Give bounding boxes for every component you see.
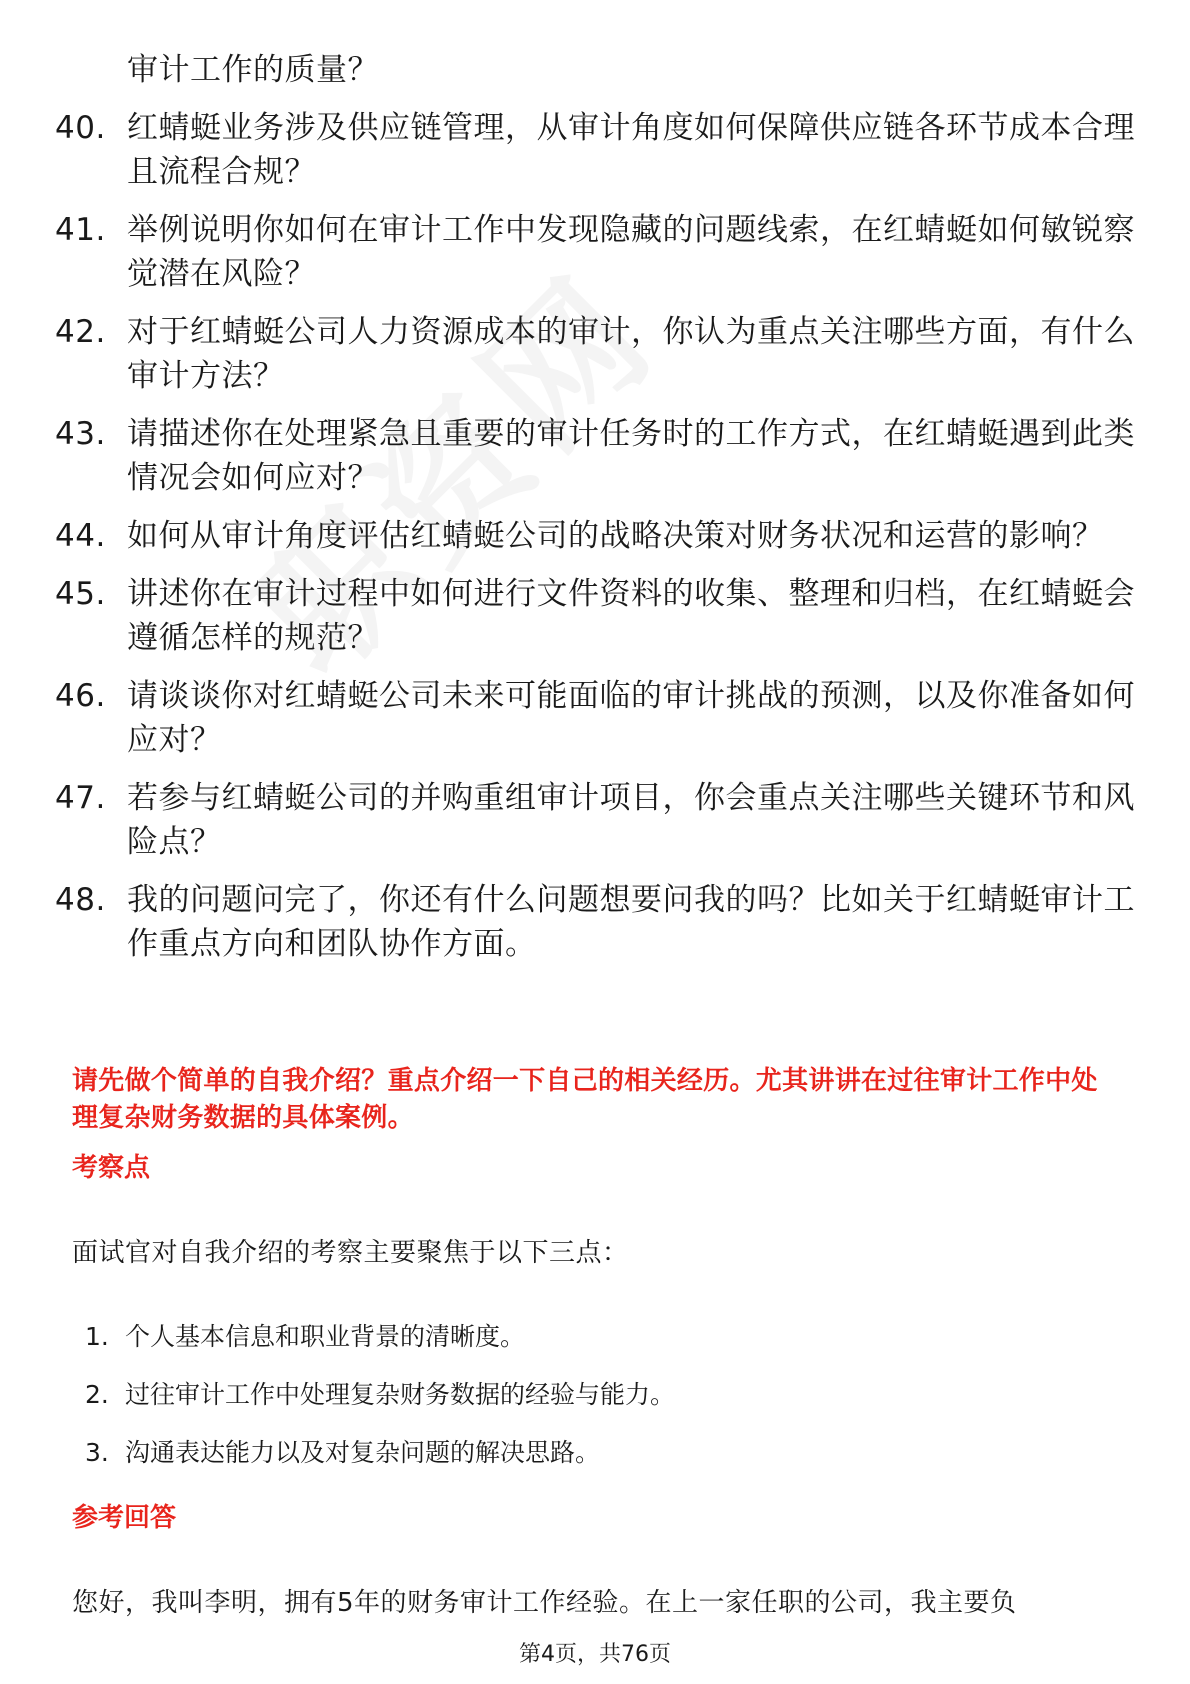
question-text: 若参与红蜻蜓公司的并购重组审计项目，你会重点关注哪些关键环节和风险点？: [127, 780, 1135, 860]
question-text: 红蜻蜓业务涉及供应链管理，从审计角度如何保障供应链各环节成本合理且流程合规？: [127, 110, 1135, 190]
question-number: 43.: [55, 416, 106, 452]
question-text: 对于红蜻蜓公司人力资源成本的审计，你认为重点关注哪些方面，有什么审计方法？: [127, 314, 1135, 394]
question-text: 讲述你在审计过程中如何进行文件资料的收集、整理和归档，在红蜻蜓会遵循怎样的规范？: [127, 576, 1135, 656]
question-continuation: 审计工作的质量？: [127, 52, 379, 88]
point-text: 个人基本信息和职业背景的清晰度。: [125, 1322, 526, 1351]
focus-points-list: [85, 1319, 675, 1493]
main-question: 请先做个简单的自我介绍？重点介绍一下自己的相关经历。尤其讲讲在过往审计工作中处理复杂财务数据的具体案例。: [72, 1066, 1098, 1133]
question-number: 47.: [55, 780, 106, 816]
question-item: [55, 310, 1135, 398]
question-item: [55, 878, 1135, 966]
intro-text: 面试官对自我介绍的考察主要聚焦于以下三点：: [72, 1238, 629, 1268]
question-item: [55, 572, 1135, 660]
section-heading-answer: 参考回答: [72, 1503, 177, 1533]
question-item: [55, 412, 1135, 500]
point-number: 2.: [85, 1380, 109, 1409]
question-number: 48.: [55, 882, 106, 918]
focus-point: [85, 1435, 675, 1471]
question-number: 42.: [55, 314, 106, 350]
question-number: 44.: [55, 518, 106, 554]
question-number: 40.: [55, 110, 106, 146]
question-number: 45.: [55, 576, 106, 612]
question-list: [55, 48, 1135, 980]
point-text: 沟通表达能力以及对复杂问题的解决思路。: [125, 1438, 601, 1467]
section-heading-focus: 考察点: [72, 1153, 151, 1183]
point-number: 1.: [85, 1322, 109, 1351]
focus-point: [85, 1377, 675, 1413]
question-item: [55, 208, 1135, 296]
question-item: [55, 106, 1135, 194]
question-text: 请谈谈你对红蜻蜓公司未来可能面临的审计挑战的预测，以及你准备如何应对？: [127, 678, 1135, 758]
question-number: 46.: [55, 678, 106, 714]
page-footer: 第4页，共76页: [519, 1642, 671, 1667]
question-text: 如何从审计角度评估红蜻蜓公司的战略决策对财务状况和运营的影响？: [127, 518, 1104, 554]
question-text: 请描述你在处理紧急且重要的审计任务时的工作方式，在红蜻蜓遇到此类情况会如何应对？: [127, 416, 1135, 496]
question-text: 我的问题问完了，你还有什么问题想要问我的吗？比如关于红蜻蜓审计工作重点方向和团队协作方面。: [127, 882, 1135, 962]
point-text: 过往审计工作中处理复杂财务数据的经验与能力。: [125, 1380, 676, 1409]
question-item: [55, 776, 1135, 864]
answer-text: 您好，我叫李明，拥有5年的财务审计工作经验。在上一家任职的公司，我主要负: [72, 1588, 1017, 1618]
question-text: 举例说明你如何在审计工作中发现隐藏的问题线索，在红蜻蜓如何敏锐察觉潜在风险？: [127, 212, 1135, 292]
focus-point: [85, 1319, 675, 1355]
question-item: [55, 674, 1135, 762]
point-number: 3.: [85, 1438, 109, 1467]
question-item: [55, 514, 1135, 558]
question-number: 41.: [55, 212, 106, 248]
